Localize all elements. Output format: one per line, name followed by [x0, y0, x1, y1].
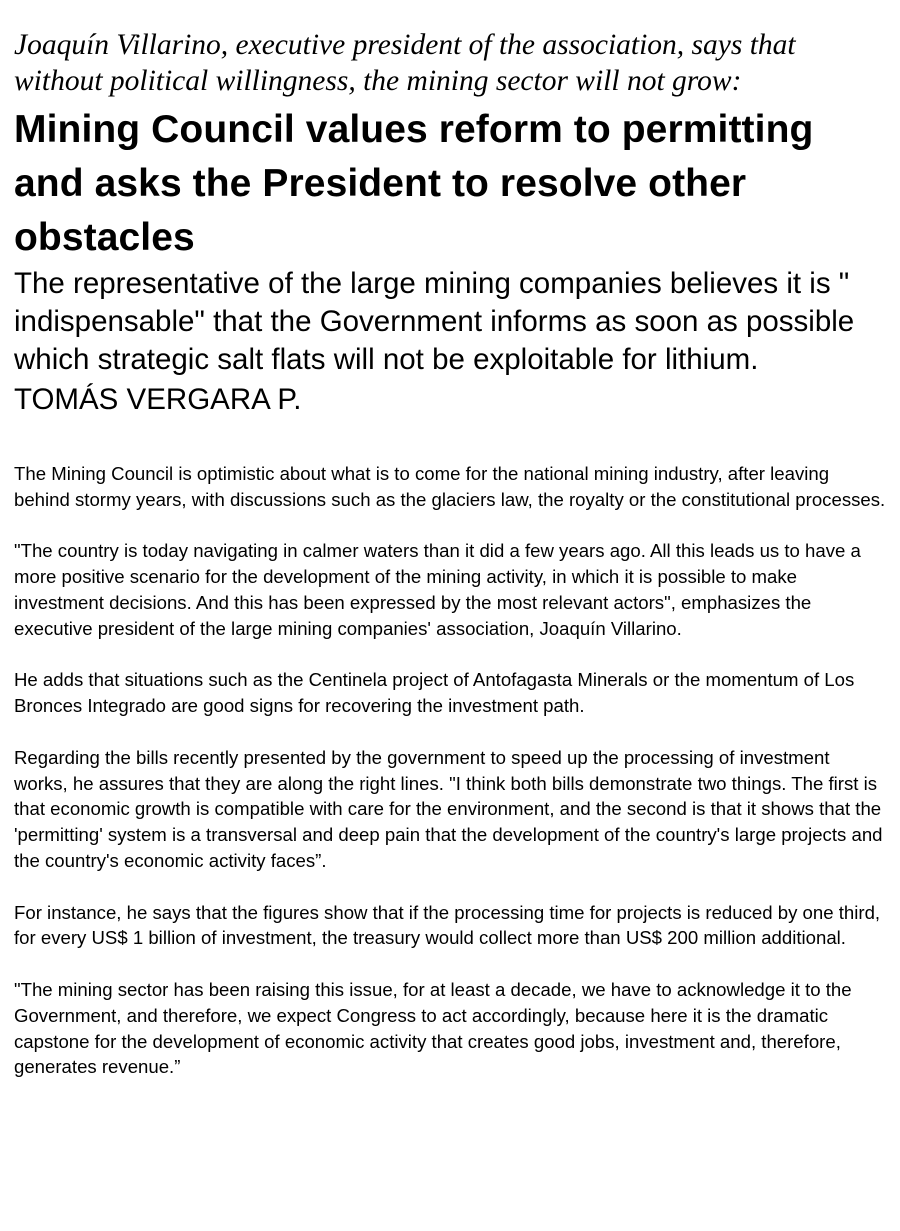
body-paragraph: "The country is today navigating in calmer waters than it did a few years ago. All this leads us to have a more positive scenario for the development of the mining activity, in which it is possible to make investment decisions. And this has been expressed by the most relevant actors", emphasizes the executive president of the large mining companies' association, Joaquín Villarino. [14, 540, 861, 639]
body-paragraph: Regarding the bills recently presented by the government to speed up the processing of investment works, he assures that they are along the right lines. "I think both bills demonstrate two things. The first is that economic growth is compatible with care for the environment, and the second is that it shows that the 'permitting' system is a transversal and deep pain that the development of the country's large projects and the country's economic activity faces”. [14, 746, 883, 871]
article-byline: TOMÁS VERGARA P. [14, 383, 302, 416]
article-body [14, 461, 886, 1080]
body-paragraph: He adds that situations such as the Centinela project of Antofagasta Minerals or the momentum of Los Bronces Integrado are good signs for recovering the investment path. [14, 669, 855, 717]
article-deck: The representative of the large mining companies believes it is " indispensable" that the Government informs as soon as possible which strategic salt flats will not be exploitable for lithium. [14, 267, 855, 376]
body-paragraph: The Mining Council is optimistic about what is to come for the national mining industry, after leaving behind stormy years, with discussions such as the glaciers law, the royalty or the constitutional processes. [14, 463, 886, 510]
body-paragraph: "The mining sector has been raising this issue, for at least a decade, we have to acknowledge it to the Government, and therefore, we expect Congress to act accordingly, because here it is the dramatic capstone for the development of economic activity that creates good jobs, investment and, therefore, generates revenue.” [14, 978, 852, 1078]
article-kicker: Joaquín Villarino, executive president of the association, says that without political willingness, the mining sector will not grow: [14, 29, 796, 97]
body-paragraph: For instance, he says that the figures show that if the processing time for projects is reduced by one third, for every US$ 1 billion of investment, the treasury would collect more than US$ 200 million additional. [14, 901, 881, 949]
article-headline: Mining Council values reform to permitting and asks the President to resolve other obstacles [14, 108, 814, 259]
article [14, 0, 886, 1106]
